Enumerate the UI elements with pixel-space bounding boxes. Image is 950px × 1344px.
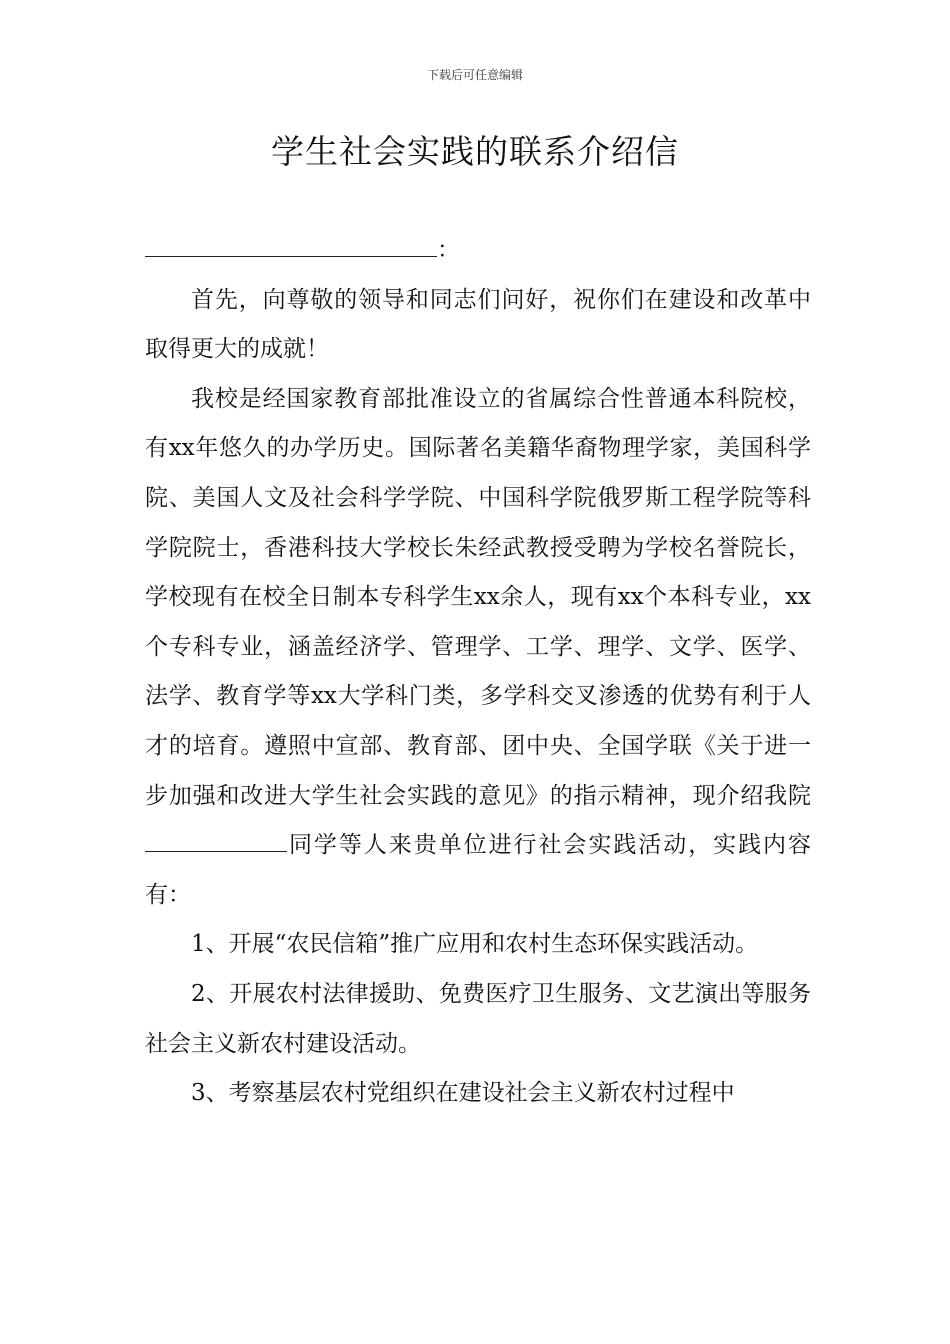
paragraph-greeting: 首先，向尊敬的领导和同志们问好，祝你们在建设和改革中取得更大的成就！ bbox=[145, 286, 811, 363]
salutation-line bbox=[145, 226, 811, 276]
letter-body bbox=[145, 226, 811, 1119]
header-note: 下载后可任意编辑 bbox=[426, 68, 523, 82]
recipient-blank bbox=[145, 228, 437, 257]
list-item: 3、考察基层农村党组织在建设社会主义新农村过程中 bbox=[191, 1080, 735, 1107]
salutation-colon: ： bbox=[437, 237, 460, 263]
list-item: 1、开展“农民信箱”推广应用和农村生态环保实践活动。 bbox=[191, 931, 759, 958]
school-intro-text: 我校是经国家教育部批准设立的省属综合性普通本科院校，有xx年悠久的办学历史。国际著名美籍华裔物理学家，美国科学院、美国人文及社会科学学院、中国科学院俄罗斯工程学院等科学院院士，香港科技大学校长朱经武教授受聘为学校名誉院长，学校现有在校全日制本专科学生xx余人，现有xx个本科专业，xx个专科专业，涵盖经济学、管理学、工学、理学、文学、医学、法学、教育学等xx大学科门类，多学科交叉渗透的优势有利于人才的培育。遵照中宣部、教育部、团中央、全国学联《关于进一步加强和改进大学生社会实践的意见》的指示精神，现介绍我院 bbox=[145, 385, 811, 809]
document-title: 学生社会实践的联系介绍信 bbox=[271, 132, 679, 171]
paragraph-school-intro bbox=[145, 375, 811, 921]
school-intro-text-end: 同学等人来贵单位进行社会实践活动，实践内容有： bbox=[145, 832, 811, 908]
list-item: 2、开展农村法律援助、免费医疗卫生服务、文艺演出等服务社会主义新农村建设活动。 bbox=[145, 980, 811, 1057]
student-name-blank bbox=[145, 831, 287, 852]
